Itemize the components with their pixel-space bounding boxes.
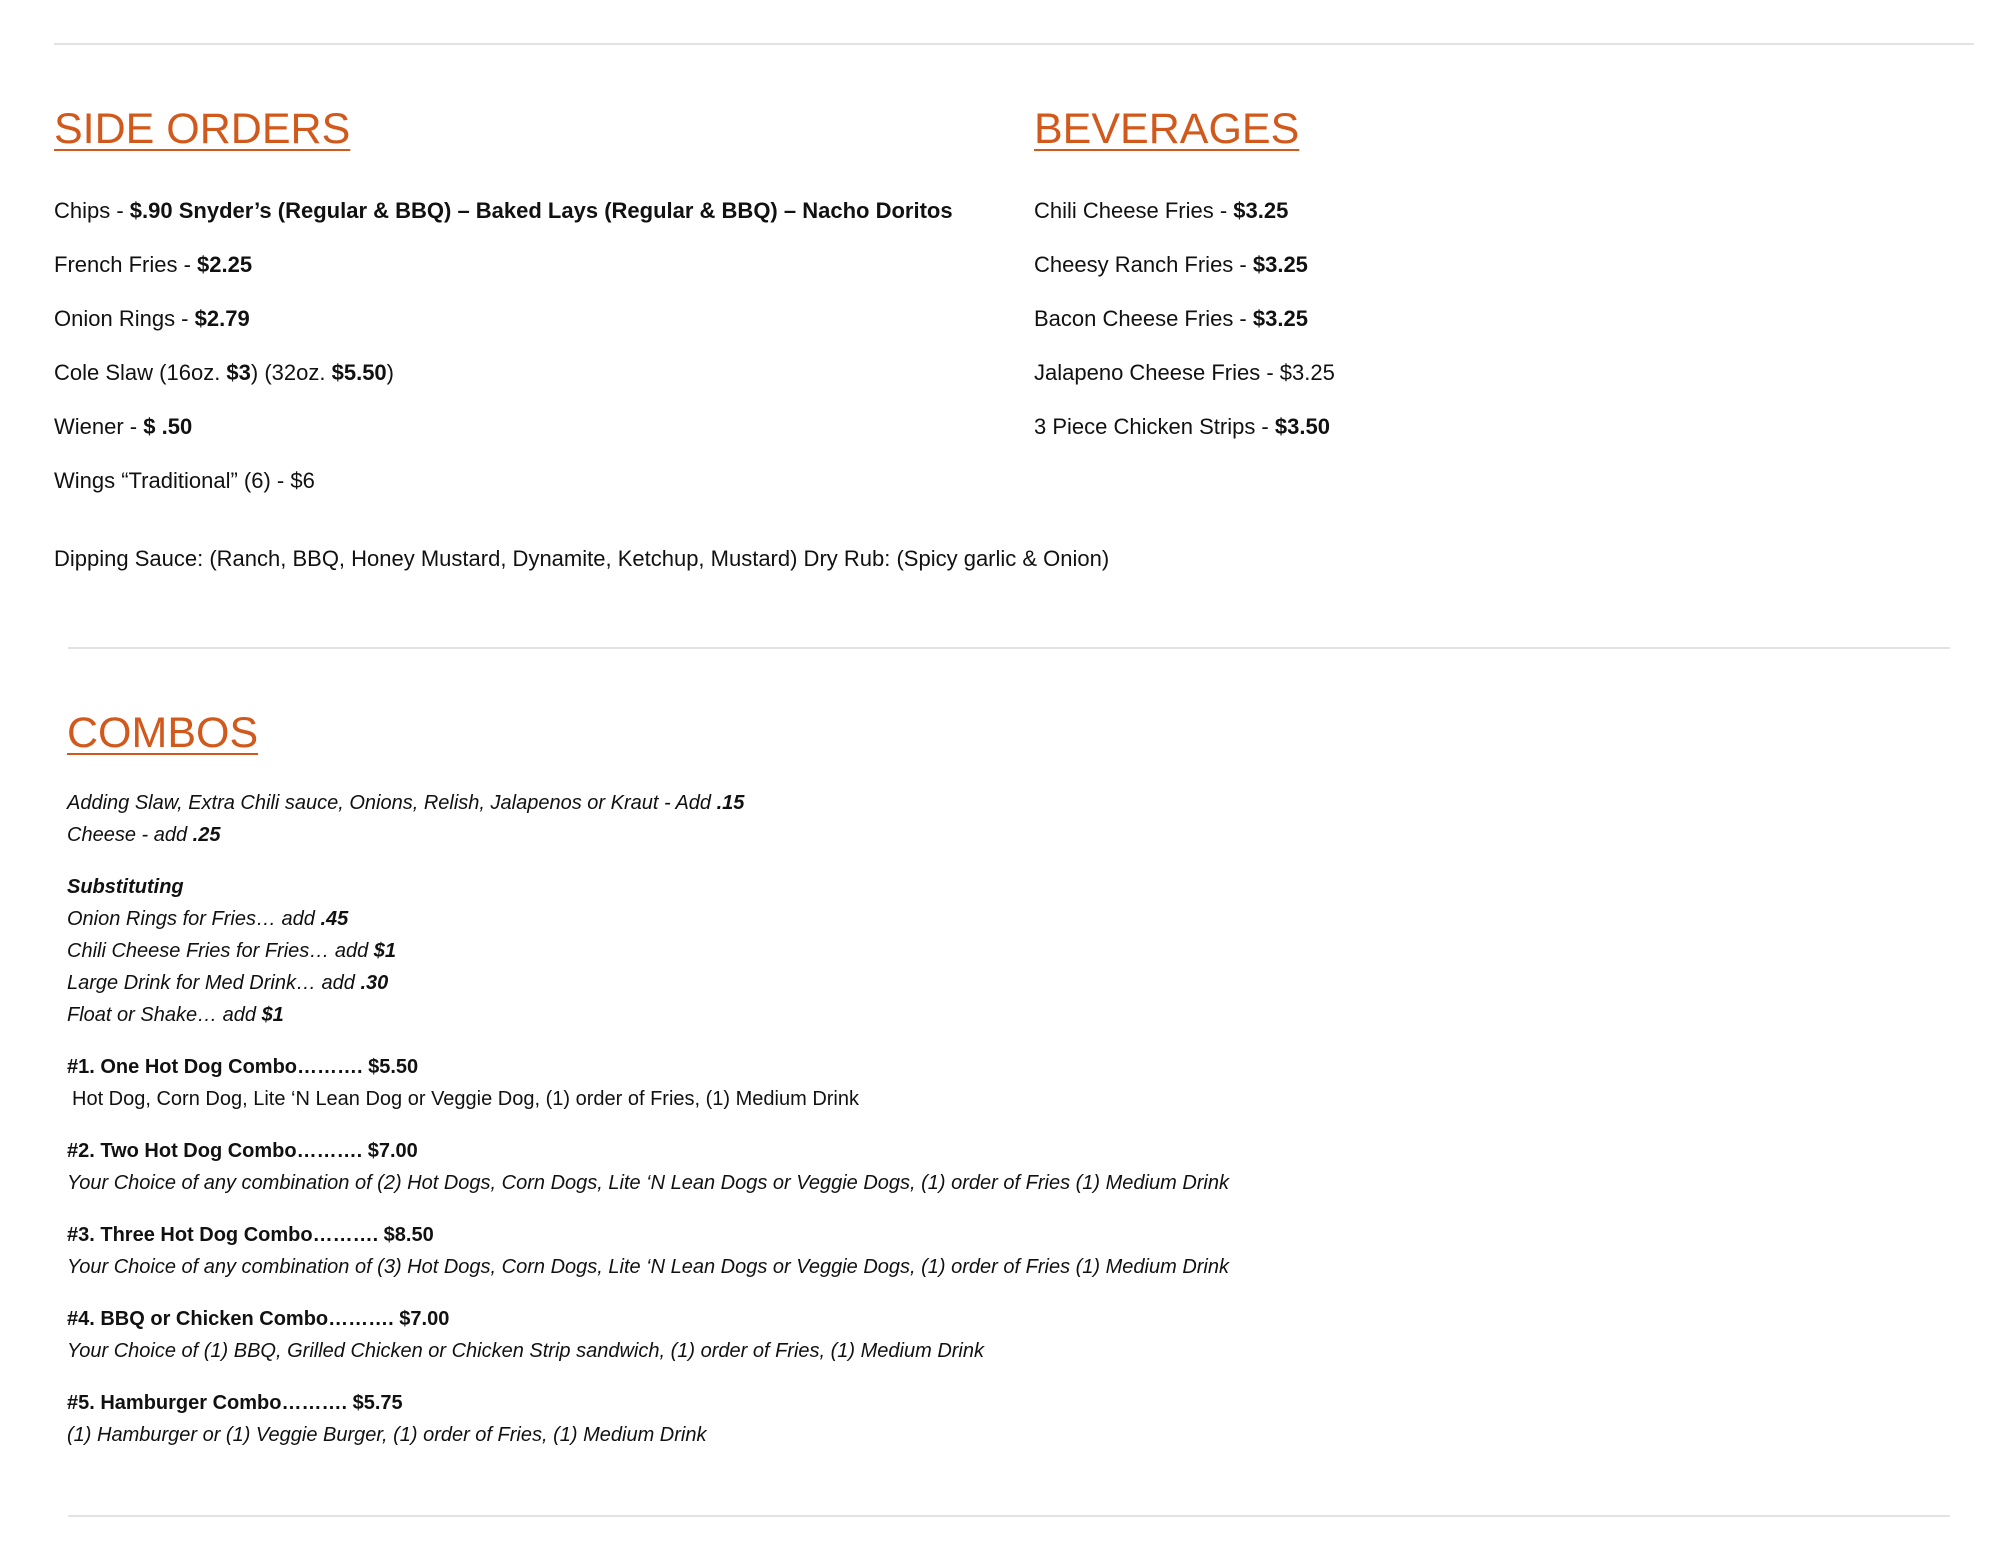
combo-description: Your Choice of any combination of (3) Hot Dogs, Corn Dogs, Lite ‘N Lean Dogs or Veggie Dogs, (1) order of Fries (1) Medium Drink (67, 1256, 1229, 1278)
substitution-text: Chili Cheese Fries for Fries… add (67, 940, 374, 962)
item-label: Bacon Cheese Fries - (1034, 306, 1253, 331)
menu-item-cheesy-ranch-fries (1034, 251, 1335, 279)
item-label: Onion Rings - (54, 306, 195, 331)
item-label: 3 Piece Chicken Strips - (1034, 414, 1275, 439)
substituting-title: Substituting (67, 876, 184, 898)
beverages-heading: BEVERAGES (1034, 105, 1300, 153)
substitution-price: $1 (261, 1004, 284, 1026)
combo-title: #4. BBQ or Chicken Combo………. $7.00 (67, 1308, 450, 1330)
item-label-mid: ) (32oz. (250, 360, 332, 385)
item-price: $2.79 (194, 306, 250, 331)
combo-title: #1. One Hot Dog Combo………. $5.50 (67, 1056, 419, 1078)
substitution-line (67, 999, 1947, 1031)
add-on-price: .15 (716, 792, 745, 814)
add-ons-block (67, 787, 1947, 851)
combo-title: #2. Two Hot Dog Combo………. $7.00 (67, 1140, 418, 1162)
item-label: Wings “Traditional” (6) - $6 (54, 468, 315, 493)
combo-description: (1) Hamburger or (1) Veggie Burger, (1) order of Fries, (1) Medium Drink (67, 1424, 707, 1446)
menu-item-jalapeno-cheese-fries (1034, 359, 1335, 387)
combo-item-3 (67, 1219, 1947, 1283)
combo-item-2 (67, 1135, 1947, 1199)
substitution-price: .45 (320, 908, 349, 930)
combo-title: #5. Hamburger Combo………. $5.75 (67, 1392, 403, 1414)
item-price: $ .50 (143, 414, 193, 439)
substitution-text: Float or Shake… add (67, 1004, 262, 1026)
menu-item-cole-slaw (54, 359, 953, 387)
item-price: $2.25 (197, 252, 253, 277)
item-price: $3.25 (1252, 252, 1308, 277)
item-label: Jalapeno Cheese Fries - $3.25 (1034, 360, 1335, 385)
combo-description: Your Choice of any combination of (2) Hot Dogs, Corn Dogs, Lite ‘N Lean Dogs or Veggie Dogs, (1) order of Fries (1) Medium Drink (67, 1172, 1229, 1194)
dipping-sauce-note: Dipping Sauce: (Ranch, BBQ, Honey Mustard, Dynamite, Ketchup, Mustard) Dry Rub: (Spicy garlic & Onion) (54, 546, 1110, 571)
combo-item-4 (67, 1303, 1947, 1367)
top-divider (54, 43, 1974, 45)
item-price: $3.25 (1233, 198, 1289, 223)
menu-item-bacon-cheese-fries (1034, 305, 1335, 333)
side-orders-heading: SIDE ORDERS (54, 105, 351, 153)
item-label: Cole Slaw (16oz. (54, 360, 227, 385)
item-price: $3.25 (1252, 306, 1308, 331)
menu-item-onion-rings (54, 305, 953, 333)
menu-item-french-fries (54, 251, 953, 279)
combo-item-5 (67, 1387, 1947, 1451)
item-price-large: $5.50 (331, 360, 387, 385)
item-label: French Fries - (54, 252, 198, 277)
item-label: Cheesy Ranch Fries - (1034, 252, 1253, 277)
combo-item-1 (67, 1051, 1947, 1115)
beverages-list (1034, 197, 1335, 441)
menu-item-wiener (54, 413, 953, 441)
substitution-line (67, 903, 1947, 935)
substitution-price: .30 (360, 972, 389, 994)
item-label: Chili Cheese Fries - (1034, 198, 1234, 223)
substitution-line (67, 967, 1947, 999)
combos-heading: COMBOS (67, 709, 259, 757)
substitutions-block (67, 871, 1947, 1031)
add-on-text: Adding Slaw, Extra Chili sauce, Onions, Relish, Jalapenos or Kraut - Add (67, 792, 717, 814)
menu-item-wings (54, 467, 953, 495)
item-label: Chips - (54, 198, 130, 223)
bottom-divider (68, 1515, 1950, 1517)
substitution-line (67, 935, 1947, 967)
item-label-end: ) (386, 360, 394, 385)
menu-item-chili-cheese-fries (1034, 197, 1335, 225)
add-on-price: .25 (192, 824, 221, 846)
item-label: Wiener - (54, 414, 144, 439)
add-on-line (67, 819, 1947, 851)
middle-divider (68, 647, 1950, 649)
item-price: $3.50 (1274, 414, 1330, 439)
combos-section (67, 787, 1947, 1471)
combo-title: #3. Three Hot Dog Combo………. $8.50 (67, 1224, 434, 1246)
add-on-text: Cheese - add (67, 824, 193, 846)
combo-description: Hot Dog, Corn Dog, Lite ‘N Lean Dog or Veggie Dog, (1) order of Fries, (1) Medium Drink (72, 1088, 860, 1110)
item-price-small: $3 (226, 360, 251, 385)
add-on-line (67, 787, 1947, 819)
item-price: $.90 Snyder’s (Regular & BBQ) – Baked Lays (Regular & BBQ) – Nacho Doritos (129, 198, 953, 223)
substitution-text: Large Drink for Med Drink… add (67, 972, 361, 994)
substitution-text: Onion Rings for Fries… add (67, 908, 321, 930)
menu-item-chips (54, 197, 953, 225)
combo-description: Your Choice of (1) BBQ, Grilled Chicken or Chicken Strip sandwich, (1) order of Fries, (1) Medium Drink (67, 1340, 984, 1362)
menu-item-chicken-strips (1034, 413, 1335, 441)
side-orders-list (54, 197, 953, 495)
substitution-price: $1 (373, 940, 397, 962)
